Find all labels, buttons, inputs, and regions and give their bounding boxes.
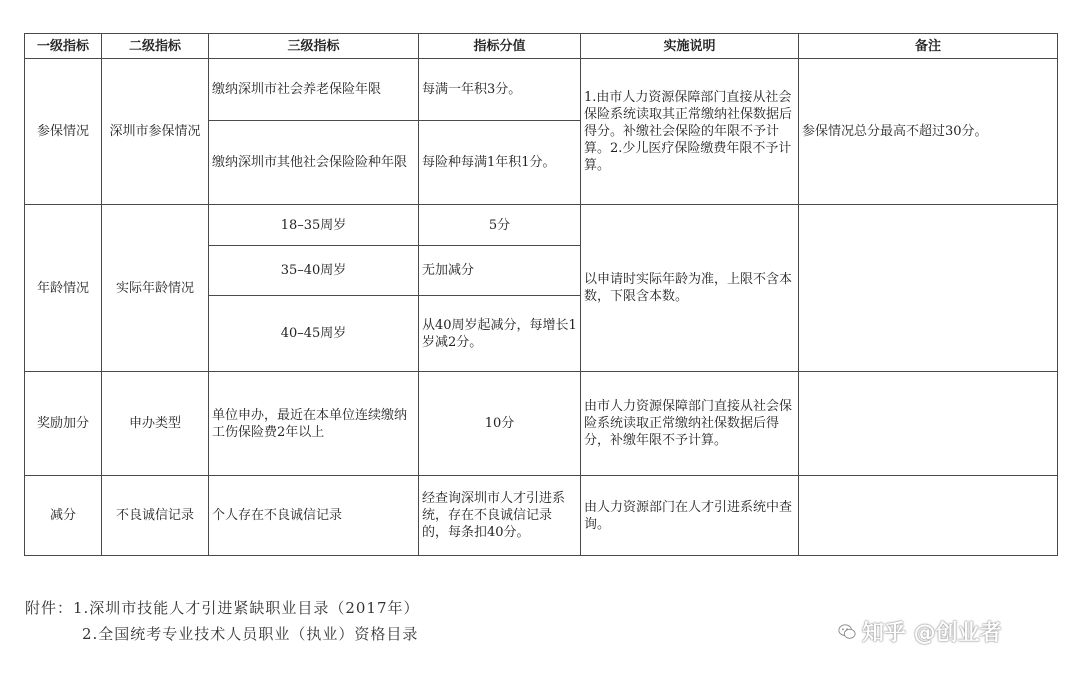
bonus-level2: 申办类型 <box>102 372 209 476</box>
bonus-level1: 奖励加分 <box>25 372 102 476</box>
table-row <box>25 205 1058 246</box>
age-item1-score: 5分 <box>419 205 581 246</box>
deduction-score: 经查询深圳市人才引进系统，存在不良诚信记录的，每条扣40分。 <box>419 476 581 556</box>
age-explanation: 以申请时实际年龄为准，上限不含本数，下限含本数。 <box>581 205 799 372</box>
age-item1-level3: 18–35周岁 <box>209 205 419 246</box>
bonus-level3: 单位申办，最近在本单位连续缴纳工伤保险费2年以上 <box>209 372 419 476</box>
watermark-text: 知乎 @创业者 <box>862 621 1002 646</box>
insurance-item2-level3: 缴纳深圳市其他社会保险险种年限 <box>209 121 419 205</box>
age-level2: 实际年龄情况 <box>102 205 209 372</box>
bonus-score: 10分 <box>419 372 581 476</box>
deduction-remark <box>799 476 1058 556</box>
header-remark: 备注 <box>799 34 1058 59</box>
insurance-item2-score: 每险种每满1年积1分。 <box>419 121 581 205</box>
age-item3-score: 从40周岁起减分，每增长1岁减2分。 <box>419 296 581 372</box>
wechat-icon <box>838 623 856 641</box>
bonus-explanation: 由市人力资源保障部门直接从社会保险系统读取正常缴纳社保数据后得分，补缴年限不予计算。 <box>581 372 799 476</box>
insurance-explanation: 1.由市人力资源保障部门直接从社会保险系统读取其正常缴纳社保数据后得分。补缴社会保险的年限不予计算。2.少儿医疗保险缴费年限不予计算。 <box>581 59 799 205</box>
attachment-line-2: 2.全国统考专业技术人员职业（执业）资格目录 <box>82 625 419 643</box>
table-row <box>25 372 1058 476</box>
attachment-line-1: 附件：1.深圳市技能人才引进紧缺职业目录（2017年） <box>25 599 420 617</box>
header-level3: 三级指标 <box>209 34 419 59</box>
insurance-level2: 深圳市参保情况 <box>102 59 209 205</box>
table-header-row <box>25 34 1058 59</box>
age-item2-level3: 35–40周岁 <box>209 246 419 296</box>
table-row <box>25 59 1058 121</box>
deduction-level1: 减分 <box>25 476 102 556</box>
header-level1: 一级指标 <box>25 34 102 59</box>
attachments-note <box>25 595 420 647</box>
insurance-remark: 参保情况总分最高不超过30分。 <box>799 59 1058 205</box>
header-score: 指标分值 <box>419 34 581 59</box>
watermark <box>838 616 1002 647</box>
table-row <box>25 476 1058 556</box>
age-remark <box>799 205 1058 372</box>
insurance-item1-score: 每满一年积3分。 <box>419 59 581 121</box>
age-item2-score: 无加减分 <box>419 246 581 296</box>
header-explanation: 实施说明 <box>581 34 799 59</box>
insurance-item1-level3: 缴纳深圳市社会养老保险年限 <box>209 59 419 121</box>
deduction-explanation: 由人力资源部门在人才引进系统中查询。 <box>581 476 799 556</box>
deduction-level3: 个人存在不良诚信记录 <box>209 476 419 556</box>
header-level2: 二级指标 <box>102 34 209 59</box>
insurance-level1: 参保情况 <box>25 59 102 205</box>
scoring-table <box>24 33 1058 556</box>
deduction-level2: 不良诚信记录 <box>102 476 209 556</box>
age-item3-level3: 40–45周岁 <box>209 296 419 372</box>
age-level1: 年龄情况 <box>25 205 102 372</box>
bonus-remark <box>799 372 1058 476</box>
